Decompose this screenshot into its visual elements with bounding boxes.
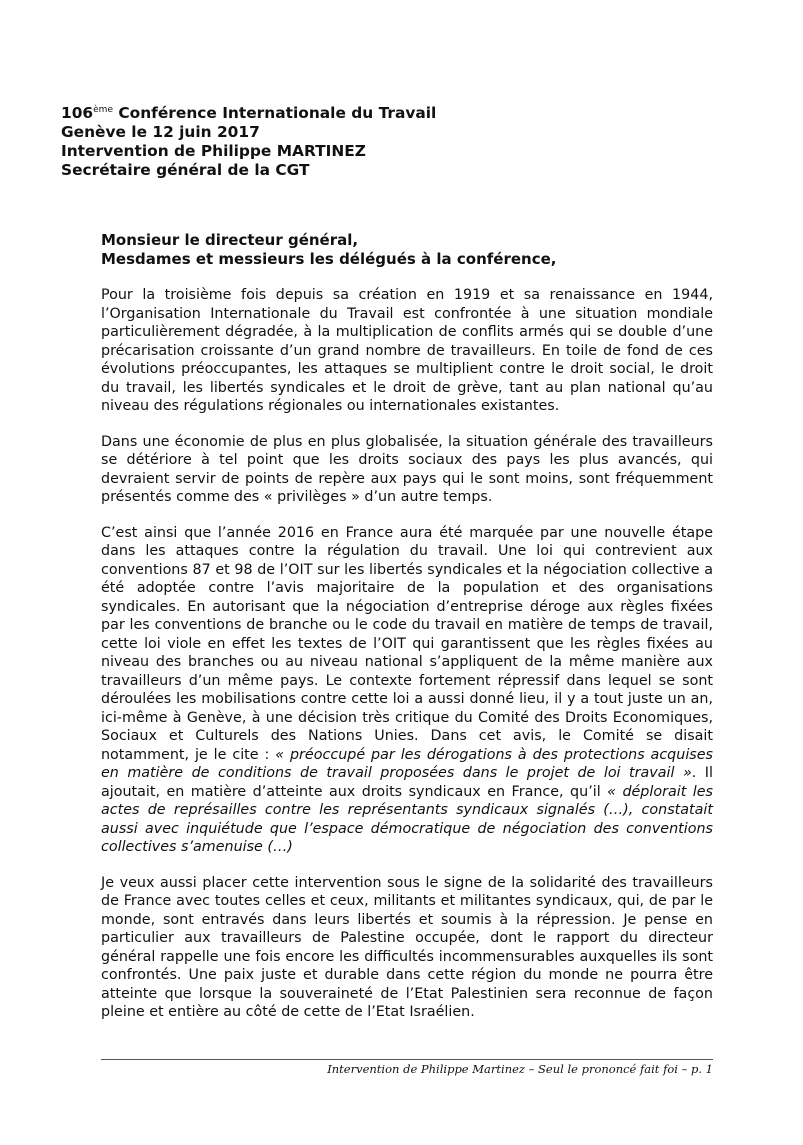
- quote-2: « déplorait les actes de représailles contre les représentants syndicaux signalés (…), constatait aussi avec inquiétude que l’espace démocratique de négociation des conventions collectives s’amenuise (…): [101, 783, 713, 855]
- quote-1: « préoccupé par les dérogations à des protections acquises en matière de conditions de travail proposées dans le projet de loi travail »: [101, 746, 713, 781]
- salutation-line-1: Monsieur le directeur général,: [101, 231, 359, 249]
- document-header: [61, 101, 436, 180]
- paragraph-3: [101, 524, 713, 857]
- edition-suffix: ème: [93, 105, 113, 115]
- speaker-role: Secrétaire général de la CGT: [61, 161, 310, 179]
- conference-name: Conférence Internationale du Travail: [112, 104, 437, 122]
- paragraph-3-text-b: . Il ajoutait, en matière d’atteinte aux droits syndicaux en France, qu’il: [101, 765, 713, 800]
- edition-number: 106: [61, 104, 94, 122]
- paragraph-3-text-a: C’est ainsi que l’année 2016 en France aura été marquée par une nouvelle étape dans les attaques contre la régulation du travail. Une loi qui contrevient aux conventions 87 et 98 de l’OIT sur les libertés syndicales et la négociation collective a été adoptée contre l’avis majoritaire de la population et des organisations syndicales. En autorisant que la négociation d’entreprise déroge aux règles fixées par les conventions de branche ou le code du travail en matière de temps de travail, cette loi viole en effet les textes de l’OIT qui garantissent que les règles fixées au niveau des branches ou au niveau national s’appliquent de la même manière aux travailleurs d’un même pays. Le contexte fortement répressif dans lequel se sont déroulées les mobilisations contre cette loi a aussi donné lieu, il y a tout juste un an, ici-même à Genève, à une décision très critique du Comité des Droits Economiques, Sociaux et Culturels des Nations Unies. Dans cet avis, le Comité se disait notamment, je le cite :: [101, 524, 713, 763]
- salutation-line-2: Mesdames et messieurs les délégués à la conférence,: [101, 250, 557, 268]
- speaker: Intervention de Philippe MARTINEZ: [61, 142, 366, 160]
- place-date: Genève le 12 juin 2017: [61, 123, 260, 141]
- paragraph-1: Pour la troisième fois depuis sa création en 1919 et sa renaissance en 1944, l’Organisation Internationale du Travail est confrontée à une situation mondiale particulièrement dégradée, à la multiplication de conflits armés qui se double d’une précarisation croissante d’un grand nombre de travailleurs. En toile de fond de ces évolutions préoccupantes, les attaques se multiplient contre le droit social, le droit du travail, les libertés syndicales et le droit de grève, tant au plan national qu’au niveau des régulations régionales ou internationales existantes.: [101, 287, 713, 414]
- salutation: [101, 231, 713, 269]
- page-footer: Intervention de Philippe Martinez – Seul le prononcé fait foi – p. 1: [327, 1062, 713, 1076]
- paragraph-4: Je veux aussi placer cette intervention sous le signe de la solidarité des travailleurs de France avec toutes celles et ceux, militants et militantes syndicaux, qui, de par le monde, sont entravés dans leurs libertés et soumis à la répression. Je pense en particulier aux travailleurs de Palestine occupée, dont le rapport du directeur général rappelle une fois encore les difficultés incommensurables auxquelles ils sont confrontés. Une paix juste et durable dans cette région du monde ne pourra être atteinte que lorsque la souveraineté de l’Etat Palestinien sera reconnue de façon pleine et entière au côté de cette de l’Etat Israélien.: [101, 874, 713, 1020]
- paragraph-2: Dans une économie de plus en plus globalisée, la situation générale des travailleurs se détériore à tel point que les droits sociaux des pays les plus avancés, qui devraient servir de points de repère aux pays qui le sont moins, sont fréquemment présentés comme des « privilèges » d’un autre temps.: [101, 433, 713, 505]
- document-body: [101, 231, 713, 1039]
- footer-divider: [101, 1059, 713, 1060]
- conference-title: [61, 101, 436, 123]
